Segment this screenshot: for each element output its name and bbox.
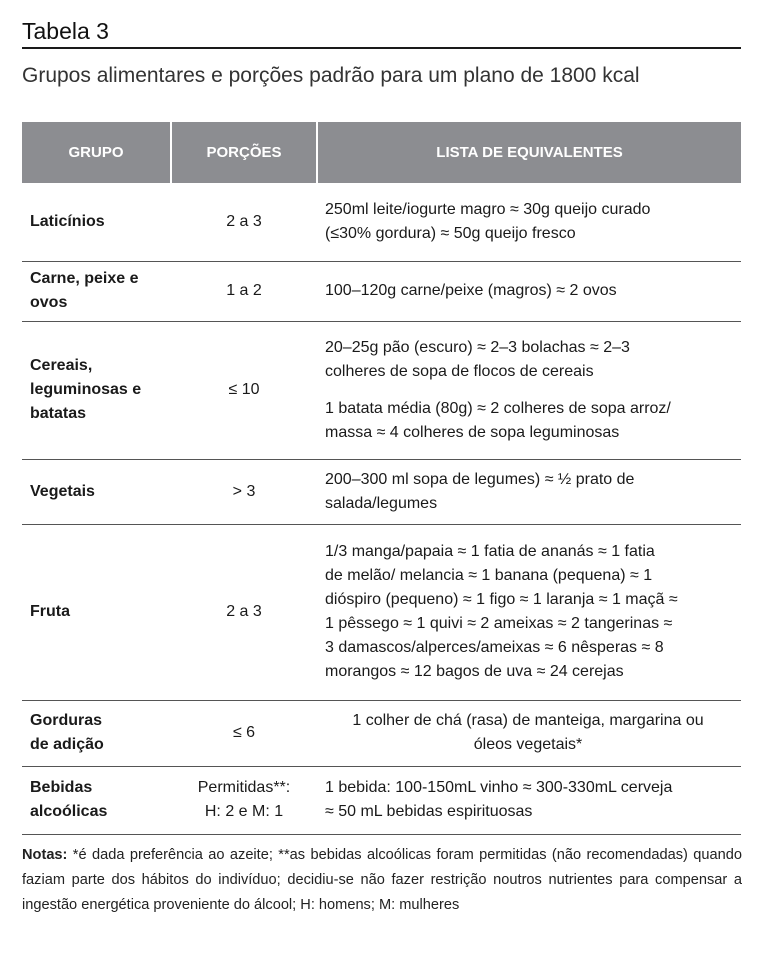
equivalents-line: 1 bebida: 100-150mL vinho ≈ 300-330mL cerveja [325,779,673,796]
group-name: Fruta [30,603,70,620]
equivalents-line: 1 batata média (80g) ≈ 2 colheres de sopa arroz/ [325,399,671,417]
notes-label: Notas: [22,847,68,863]
portions-cell [171,766,317,834]
header-porcoes: PORÇÕES [171,122,317,183]
equivalents-line: de melão/ melancia ≈ 1 banana (pequena) ≈ 1 [325,567,653,584]
equivalents-line: massa ≈ 4 colheres de sopa leguminosas [325,423,620,441]
portions-cell [171,700,317,766]
group-name: Bebidas [30,779,93,796]
equivalents-line: colheres de sopa de flocos de cereais [325,362,594,380]
group-cell [22,700,171,766]
table-row-carne [22,261,741,321]
equivalents-paragraph [325,279,731,303]
group-name: alcoólicas [30,803,108,820]
equivalents-line: 250ml leite/iogurte magro ≈ 30g queijo curado [325,200,651,218]
group-name: Laticínios [30,212,105,230]
equivalents-paragraph [325,336,731,384]
group-name: de adição [30,736,104,753]
portions-value: ≤ 10 [228,381,260,398]
equivalents-line: morangos ≈ 12 bagos de uva ≈ 24 cerejas [325,663,624,680]
portions-value: Permitidas**: [197,779,291,796]
equivalents-line: 20–25g pão (escuro) ≈ 2–3 bolachas ≈ 2–3 [325,338,630,356]
equivalents-cell [317,183,741,261]
equivalents-paragraph [325,776,731,824]
equivalents-line: 1 pêssego ≈ 1 quivi ≈ 2 ameixas ≈ 2 tangerinas ≈ [325,615,673,632]
equivalents-line: 200–300 ml sopa de legumes) ≈ ½ prato de [325,470,635,488]
table-subtitle: Grupos alimentares e porções padrão para um plano de 1800 kcal [22,64,640,87]
portions-value: 1 a 2 [226,282,262,299]
equivalents-paragraph [325,397,731,445]
equivalents-paragraph [325,468,731,516]
group-name: batatas [30,405,87,422]
table-notes [22,843,742,918]
table-row-fruta [22,524,741,700]
equivalents-line: dióspiro (pequeno) ≈ 1 figo ≈ 1 laranja ≈ 1 maçã ≈ [325,591,678,608]
table-row-vegetais [22,459,741,524]
portions-value: > 3 [232,482,256,500]
portions-value: 2 a 3 [226,212,262,230]
group-cell [22,524,171,700]
group-cell [22,766,171,834]
notes-text: *é dada preferência ao azeite; **as bebidas alcoólicas foram permitidas (não recomendadas) quando faziam parte dos hábitos do indivíduo; decidiu-se não fazer restrição noutros nutrientes para compensar a ingestão energética proveniente do álcool; H: homens; M: mulheres [22,847,742,913]
portions-cell [171,183,317,261]
equivalents-line: salada/legumes [325,494,438,512]
equivalents-line: 1/3 manga/papaia ≈ 1 fatia de ananás ≈ 1 fatia [325,543,655,560]
header-equivalentes: LISTA DE EQUIVALENTES [317,122,741,183]
equivalents-cell [317,700,741,766]
group-cell [22,459,171,524]
table-row-laticinios [22,183,741,261]
equivalents-cell [317,766,741,834]
group-name: Carne, peixe e [30,270,139,287]
portions-value: ≤ 6 [232,724,256,741]
equivalents-line: 100–120g carne/peixe (magros) ≈ 2 ovos [325,282,617,299]
group-cell [22,183,171,261]
group-cell [22,321,171,459]
equivalents-paragraph [325,198,731,246]
table-title: Tabela 3 [22,18,109,44]
title-divider [22,47,741,49]
equivalents-line: óleos vegetais* [473,736,583,753]
equivalents-paragraph [325,709,731,757]
equivalents-line: ≈ 50 mL bebidas espirituosas [325,803,533,820]
group-name: Gorduras [30,712,103,729]
portions-cell [171,459,317,524]
equivalents-cell [317,524,741,700]
equivalents-line: 3 damascos/alperces/ameixas ≈ 6 nêsperas ≈ 8 [325,639,664,656]
table-row-cereais [22,321,741,459]
equivalents-line: (≤30% gordura) ≈ 50g queijo fresco [325,224,576,242]
portions-value: 2 a 3 [226,603,262,620]
portions-value: H: 2 e M: 1 [204,803,284,820]
equivalents-cell [317,459,741,524]
equivalents-paragraph [325,540,731,684]
portions-cell [171,524,317,700]
equivalents-line: 1 colher de chá (rasa) de manteiga, margarina ou [352,712,704,729]
group-name: ovos [30,294,68,311]
food-groups-table [22,122,741,835]
portions-cell [171,321,317,459]
table-row-gorduras [22,700,741,766]
group-name: Vegetais [30,482,95,500]
portions-cell [171,261,317,321]
group-cell [22,261,171,321]
table-row-bebidas [22,766,741,834]
equivalents-cell [317,261,741,321]
header-grupo: GRUPO [22,122,171,183]
group-name: Cereais, [30,357,93,374]
table-header-row [22,122,741,183]
equivalents-cell [317,321,741,459]
group-name: leguminosas e [30,381,142,398]
